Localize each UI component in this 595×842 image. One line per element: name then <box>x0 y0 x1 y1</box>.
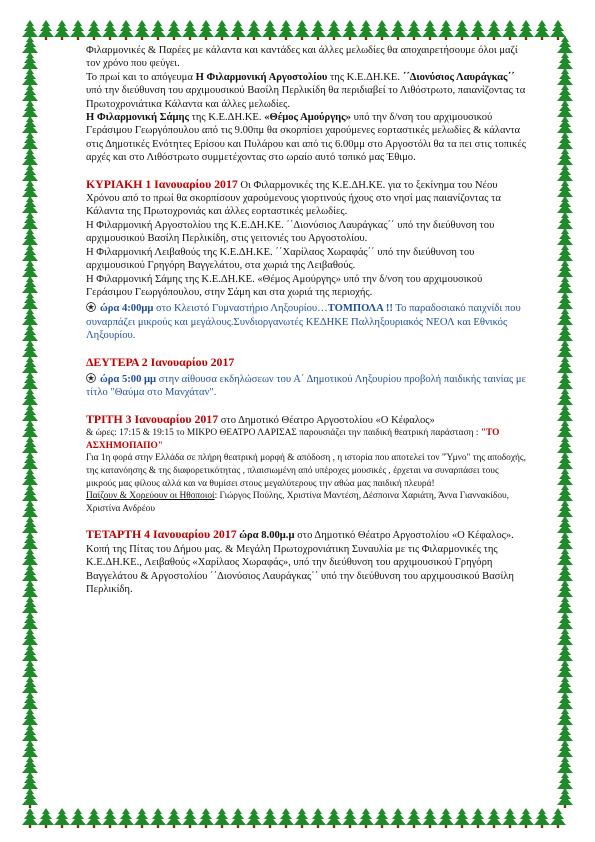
christmas-tree-icon <box>486 20 502 40</box>
christmas-tree-icon <box>358 20 374 40</box>
christmas-tree-icon <box>342 808 358 828</box>
christmas-tree-icon <box>390 808 406 828</box>
christmas-tree-icon <box>470 20 486 40</box>
christmas-tree-icon <box>502 808 518 828</box>
intro-paragraph-3: Η Φιλαρμονική Σάμης της Κ.Ε.ΔΗ.ΚΕ. «Θέμος Αμούργης» υπό την δ/νση του αρχιμουσικού Γεράσιμου Γεωργόπουλου από τις 9.00πμ θα σκορπίσει χαρούμενες εορταστικές μελωδίες & κάλαντα στις Δημοτικές Ενότητες Ερίσου και Πυλάρου και από τις 6.00μμ στο Αργοστόλι θα τα πει στις τοπικές αρχές και στο Λιθόστρωτο συμμετέχοντας στο ωραίο αυτό τοπικό μας Έθιμο. <box>86 112 526 164</box>
christmas-tree-icon <box>86 808 102 828</box>
page-content <box>86 44 526 596</box>
tuesday-heading: ΤΡΙΤΗ 3 Ιανουαρίου 2017 <box>86 411 219 426</box>
wednesday-heading: ΤΕΤΑΡΤΗ 4 Ιανουαρίου 2017 <box>86 527 237 542</box>
christmas-tree-icon <box>102 808 118 828</box>
christmas-tree-icon <box>406 808 422 828</box>
christmas-tree-icon <box>118 20 134 40</box>
christmas-tree-icon <box>118 808 134 828</box>
christmas-tree-icon <box>198 808 214 828</box>
christmas-tree-icon <box>214 20 230 40</box>
sunday-argostoli: Η Φιλαρμονική Αργοστολίου της Κ.Ε.ΔΗ.ΚΕ. ΄΄Διονύσιος Λαυράγκας΄΄ υπό την διεύθυνση του αρχιμουσικού Βασίλη Περλικίδη, στις γειτονιές του Αργοστολίου. <box>86 219 495 245</box>
play-title: "ΤΟ ΑΣΧΗΜΟΠΑΠΟ" <box>86 428 500 451</box>
christmas-tree-icon <box>54 20 70 40</box>
christmas-tree-icon <box>550 20 566 40</box>
christmas-tree-icon <box>38 808 54 828</box>
christmas-tree-icon <box>278 20 294 40</box>
monday-heading: ΔΕΥΤΕΡΑ 2 Ιανουαρίου 2017 <box>86 354 235 369</box>
monday-event: ώρα 5:00 μμ στην αίθουσα εκδηλώσεων του Α΄ Δημοτικού Ληξουρίου προβολή παιδικής ταινίας με τίτλο "Θαύμα στο Μανχάταν". <box>86 373 527 399</box>
christmas-tree-icon <box>486 808 502 828</box>
christmas-tree-icon <box>246 808 262 828</box>
sunday-paragraph: ΚΥΡΙΑΚΗ 1 Ιανουαρίου 2017 Οι Φιλαρμονικές της Κ.Ε.ΔΗ.ΚΕ. για το ξεκίνημα του Νέου Χρόνου από το πρωί θα σκορπίσουν χαρούμενους γιορτινούς ήχους στο νησί μας παιανίζοντας τα Κάλαντα της Πρωτοχρονιάς και άλλες εορταστικές μελωδίες. <box>86 176 501 218</box>
christmas-tree-icon <box>374 808 390 828</box>
christmas-tree-icon <box>278 808 294 828</box>
star-circle-icon <box>86 373 96 383</box>
christmas-tree-icon <box>294 808 310 828</box>
christmas-tree-icon <box>534 20 550 40</box>
christmas-tree-icon <box>182 20 198 40</box>
christmas-tree-icon <box>262 20 278 40</box>
christmas-tree-icon <box>422 808 438 828</box>
christmas-tree-icon <box>134 20 150 40</box>
christmas-tree-icon <box>518 20 534 40</box>
sunday-leivathos: Η Φιλαρμονική Λειβαθούς της Κ.Ε.ΔΗ.ΚΕ. ΄΄Χαρίλαος Χωραφάς΄΄ υπό την διεύθυνση του αρχιμουσικού Γρηγόρη Βαγγελάτου, στα χωριά της Λειβαθούς. <box>86 246 475 272</box>
christmas-tree-icon <box>166 20 182 40</box>
christmas-tree-icon <box>550 808 566 828</box>
christmas-tree-icon <box>438 808 454 828</box>
christmas-tree-icon <box>310 808 326 828</box>
christmas-tree-icon <box>534 808 550 828</box>
intro-paragraph-1: Φιλαρμονικές & Παρέες με κάλαντα και καντάδες και άλλες μελωδίες θα αποχαιρετήσουμε όλοι μαζί τον χρόνο που φεύγει. <box>86 45 518 70</box>
sunday-sami: Η Φιλαρμονική Σάμης της Κ.Ε.ΔΗ.ΚΕ. «Θέμος Αμούργης» υπό την δ/νση του αρχιμουσικού Γεράσιμου Γεωργόπουλου, στην Σάμη και στα χωριά της περιοχής. <box>86 273 483 298</box>
sunday-heading: ΚΥΡΙΑΚΗ 1 Ιανουαρίου 2017 <box>86 176 238 191</box>
christmas-tree-icon <box>470 808 486 828</box>
christmas-tree-icon <box>134 808 150 828</box>
christmas-tree-icon <box>518 808 534 828</box>
tuesday-details: & ώρες: 17:15 & 19:15 το ΜΙΚΡΟ ΘΕΑΤΡΟ ΛΑΡΙΣΑΣ παρουσιάζει την παιδική θεατρική παράσταση : "ΤΟ ΑΣΧΗΜΟΠΑΠΟ" <box>86 428 500 451</box>
christmas-tree-icon <box>262 808 278 828</box>
christmas-tree-icon <box>374 20 390 40</box>
christmas-tree-icon <box>150 20 166 40</box>
christmas-tree-icon <box>454 808 470 828</box>
christmas-tree-icon <box>246 20 262 40</box>
christmas-tree-icon <box>294 20 310 40</box>
christmas-tree-icon <box>38 20 54 40</box>
christmas-tree-icon <box>342 20 358 40</box>
christmas-tree-icon <box>166 808 182 828</box>
christmas-tree-icon <box>198 20 214 40</box>
christmas-tree-icon <box>70 20 86 40</box>
wednesday-paragraph: ΤΕΤΑΡΤΗ 4 Ιανουαρίου 2017 ώρα 8.00μ.μ στο Δημοτικό Θέατρο Αργοστολίου «Ο Κέφαλος». Κοπή της Πίτας του Δήμου μας. & Μεγάλη Πρωτοχρονιάτικη Συναυλία με τις Φιλαρμονικές της Κ.Ε.ΔΗ.ΚΕ., Λειβαθούς «Χαρίλαος Χωραφάς», υπό την διεύθυνση του αρχιμουσικού Γρηγόρη Βαγγελάτου & Αργοστολίου ΄΄Διονύσιος Λαυράγκας΄΄ υπό την διεύθυνση του αρχιμουσικού Βασίλη Περλικίδη. <box>86 527 514 595</box>
christmas-tree-icon <box>70 808 86 828</box>
christmas-tree-icon <box>390 20 406 40</box>
christmas-tree-icon <box>502 20 518 40</box>
christmas-tree-icon <box>230 20 246 40</box>
christmas-tree-icon <box>86 20 102 40</box>
christmas-tree-icon <box>326 808 342 828</box>
christmas-tree-icon <box>54 808 70 828</box>
tuesday-description: Για 1η φορά στην Ελλάδα σε πλήρη θεατρική μορφή & απόδοση , η ιστορία που αποτελεί τον "Ύμνο" της αποδοχής, της κατανόησης & της διαφορετικότητας , πλαισιωμένη από υπέροχες μουσικές , έρχεται να συναρπάσει τους μικρούς μας φίλους αλλά και να θυμίσει στους μεγαλύτερους την αθώα μας παιδική πλευρά! <box>86 453 526 489</box>
christmas-tree-icon <box>214 808 230 828</box>
christmas-tree-icon <box>326 20 342 40</box>
intro-paragraph-2: Το πρωί και το απόγευμα Η Φιλαρμονική Αργοστολίου της Κ.Ε.ΔΗ.ΚΕ. ΄΄Διονύσιος Λαυράγκας΄΄ υπό την διεύθυνση του αρχιμουσικού Βασίλη Περλικίδη θα περιδιαβεί το Λιθόστρωτο, παιανίζοντας τα Πρωτοχρονιάτικα Κάλαντα και άλλες μελωδίες. <box>86 71 526 110</box>
christmas-tree-icon <box>358 808 374 828</box>
christmas-tree-icon <box>22 808 38 828</box>
christmas-tree-icon <box>557 788 573 808</box>
christmas-tree-icon <box>406 20 422 40</box>
christmas-tree-icon <box>150 808 166 828</box>
christmas-tree-icon <box>454 20 470 40</box>
christmas-tree-icon <box>102 20 118 40</box>
christmas-tree-icon <box>422 20 438 40</box>
christmas-tree-icon <box>22 788 38 808</box>
christmas-tree-icon <box>310 20 326 40</box>
christmas-tree-icon <box>182 808 198 828</box>
sunday-event: ώρα 4:00μμ στο Κλειστό Γυμναστήριο Ληξουρίου…ΤΟΜΠΟΛΑ !! Το παραδοσιακό παιχνίδι που συναρπάζει μικρούς και μεγάλους.Συνδιοργανωτές ΚΕΔΗΚΕ Παλληξουριακός ΝΕΟΛ και Εθνικός Ληξουρίου. <box>86 303 521 342</box>
christmas-tree-icon <box>438 20 454 40</box>
star-circle-icon <box>86 302 96 312</box>
tuesday-paragraph: ΤΡΙΤΗ 3 Ιανουαρίου 2017 στο Δημοτικό Θέατρο Αργοστολίου «Ο Κέφαλος» <box>86 411 435 426</box>
christmas-tree-icon <box>230 808 246 828</box>
tuesday-cast: Παίζουν & Χορεύουν οι Ηθοποιοί: Γιώργος Πούλης, Χριστίνα Μαντέση, Δέσποινα Χαριάτη, Άννα Γιαννακίδου, Χριστίνα Ανδρέου <box>86 491 510 514</box>
